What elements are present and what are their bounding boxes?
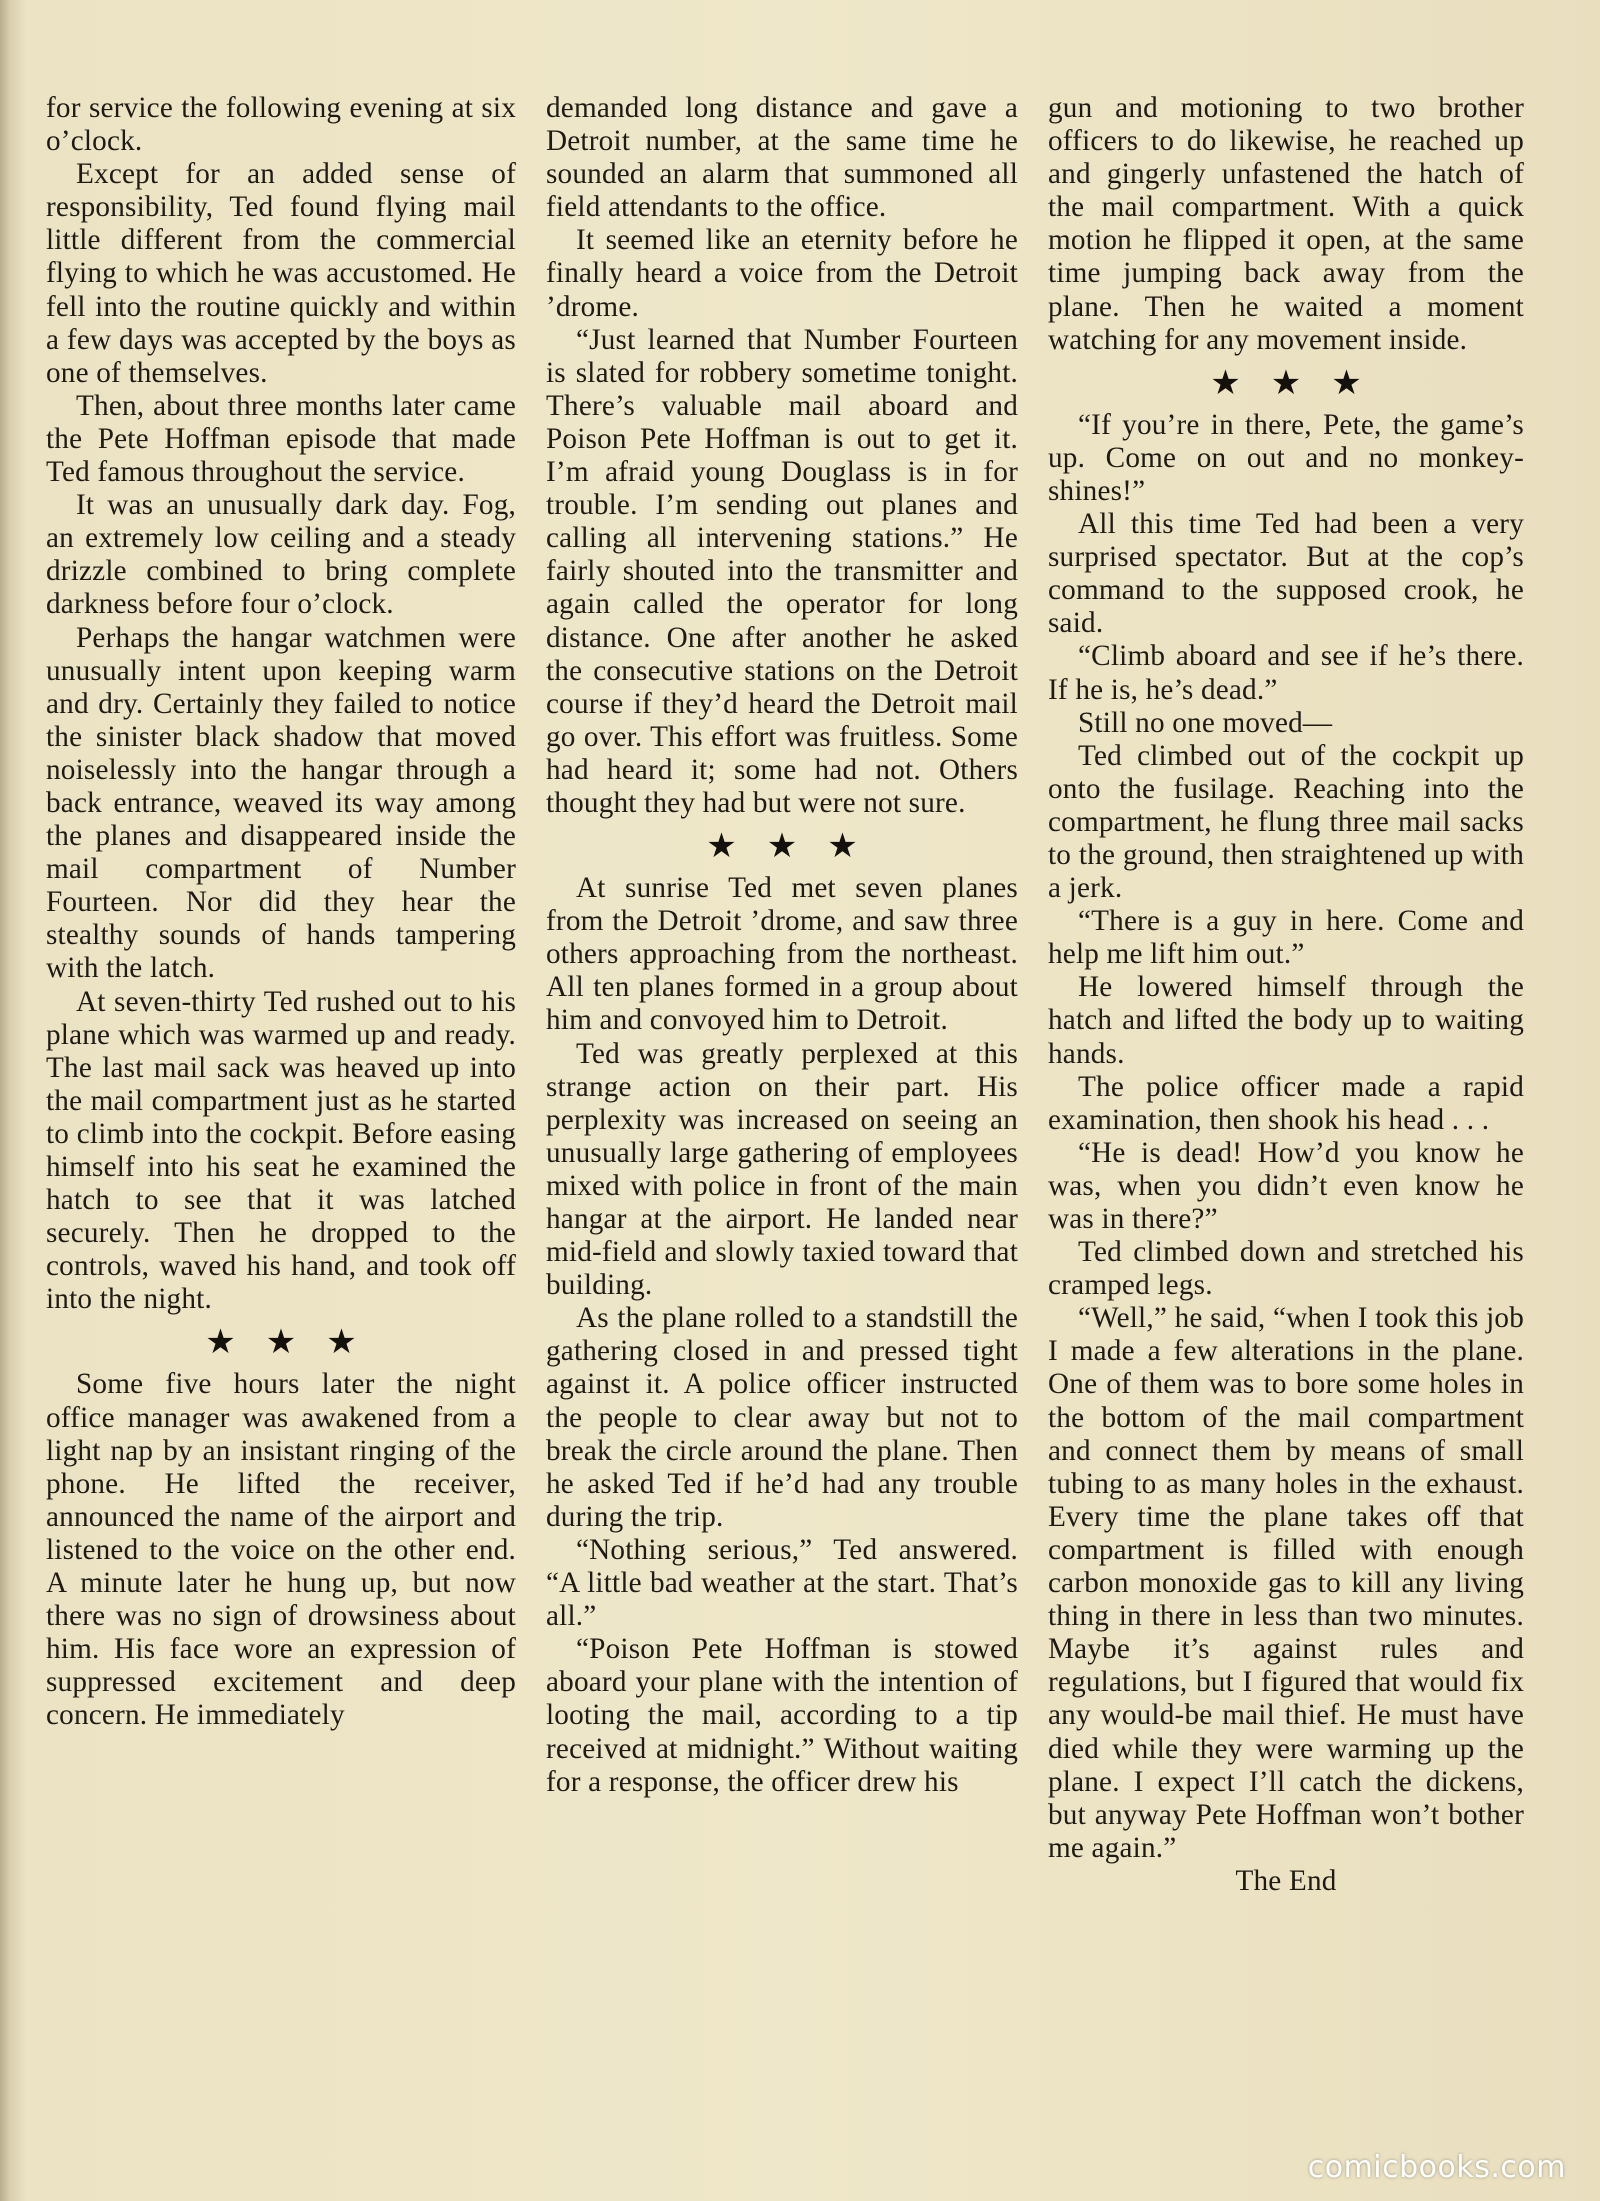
paragraph: “Poison Pete Hoffman is stowed aboard your plane with the intention of looting the mail, according to a tip received at midnight.” Without waiting for a response, the officer drew his [546, 1633, 1018, 1798]
paragraph: Ted climbed out of the cockpit up onto the fusilage. Reaching into the compartment, he flung three mail sacks to the ground, then straightened up with a jerk. [1048, 739, 1524, 905]
section-break-stars: ★★★ [706, 828, 888, 866]
paragraph: At sunrise Ted met seven planes from the Detroit ’drome, and saw three others approaching from the northeast. All ten planes formed in a group about him and convoyed him to Detroit. [546, 872, 1018, 1037]
paragraph: Ted was greatly perplexed at this strange action on their part. His perplexity was increased on seeing an unusually large gathering of employees mixed with police in front of the main hangar at the airport. He landed near mid-field and slowly taxied toward that building. [546, 1037, 1018, 1302]
paragraph: It was an unusually dark day. Fog, an extremely low ceiling and a steady drizzle combined to bring complete darkness before four o’clock. [46, 489, 516, 621]
paragraph: At seven-thirty Ted rushed out to his plane which was warmed up and ready. The last mail sack was heaved up into the mail compartment just as he started to climb into the cockpit. Before easing himself into his seat he examined the hatch to see that it was latched securely. Then he dropped to the controls, waved his hand, and took off into the night. [46, 985, 516, 1316]
paragraph: Perhaps the hangar watchmen were unusually intent upon keeping warm and dry. Certainly they failed to notice the sinister black shadow that moved noiselessly into the hangar through a back entrance, weaved its way among the planes and disappeared inside the mail compartment of Number Fourteen. Nor did they hear the stealthy sounds of hands tampering with the latch. [46, 621, 516, 985]
paragraph: As the plane rolled to a standstill the gathering closed in and pressed tight against it. A police officer instructed the people to clear away but not to break the circle around the plane. Then he asked Ted if he’d had any trouble during the trip. [546, 1302, 1018, 1533]
column-3 [1048, 92, 1524, 1898]
paragraph: “There is a guy in here. Come and help me lift him out.” [1048, 905, 1524, 971]
paragraph: Still no one moved— [1078, 706, 1333, 739]
the-end-label: The End [1235, 1864, 1337, 1897]
paragraph: “Well,” he said, “when I took this job I made a few alterations in the plane. One of them was to bore some holes in the bottom of the mail compartment and connect them by means of small tubing to as many holes in the exhaust. Every time the plane takes off that compartment is filled with enough carbon monoxide gas to kill any living thing in there in less than two minutes. Maybe it’s against rules and regulations, but I figured that would fix any would-be mail thief. He must have died while they were warming up the plane. I expect I’ll catch the dickens, but anyway Pete Hoffman won’t bother me again.” [1048, 1302, 1524, 1864]
paragraph: It seemed like an eternity before he finally heard a voice from the Detroit ’drome. [546, 224, 1018, 323]
watermark: comicbooks.com [1307, 2150, 1566, 2185]
paragraph: Then, about three months later came the Pete Hoffman episode that made Ted famous throughout the service. [46, 389, 516, 489]
column-2 [546, 92, 1018, 1799]
paragraph: “Climb aboard and see if he’s there. If he is, he’s dead.” [1048, 640, 1524, 706]
paragraph: Except for an added sense of responsibility, Ted found flying mail little different from the commercial flying to which he was accustomed. He fell into the routine quickly and within a few days was accepted by the boys as one of themselves. [46, 158, 516, 389]
paragraph: “Nothing serious,” Ted answered. “A little bad weather at the start. That’s all.” [546, 1533, 1018, 1633]
paragraph: The police officer made a rapid examination, then shook his head . . . [1048, 1070, 1524, 1136]
paragraph: “If you’re in there, Pete, the game’s up. Come on out and no monkey-shines!” [1048, 408, 1524, 507]
column-1 [46, 92, 516, 1733]
paragraph: “Just learned that Number Fourteen is slated for robbery sometime tonight. There’s valuable mail aboard and Poison Pete Hoffman is out to get it. I’m afraid young Douglass is in for trouble. I’m sending out planes and calling all intervening stations.” He fairly shouted into the transmitter and again called the operator for long distance. One after another he asked the consecutive stations on the Detroit course if they’d heard the Detroit mail go over. This effort was fruitless. Some had heard it; some had not. Others thought they had but were not sure. [546, 323, 1018, 819]
paragraph: He lowered himself through the hatch and lifted the body up to waiting hands. [1048, 971, 1524, 1070]
paragraph: “He is dead! How’d you know he was, when you didn’t even know he was in there?” [1048, 1136, 1524, 1235]
paragraph: gun and motioning to two brother officers to do likewise, he reached up and gingerly unfastened the hatch of the mail compartment. With a quick motion he flipped it open, at the same time jumping back away from the plane. Then he waited a moment watching for any movement inside. [1048, 92, 1524, 356]
paragraph: Ted climbed down and stretched his cramped legs. [1048, 1236, 1524, 1302]
paragraph: Some five hours later the night office manager was awakened from a light nap by an insistant ringing of the phone. He lifted the receiver, announced the name of the airport and listened to the voice on the other end. A minute later he hung up, but now there was no sign of drowsiness about him. His face wore an expression of suppressed excitement and deep concern. He immediately [46, 1368, 516, 1732]
section-break-stars: ★★★ [205, 1324, 387, 1362]
paragraph: for service the following evening at six o’clock. [46, 92, 516, 158]
section-break-stars: ★★★ [1210, 364, 1392, 402]
paragraph: All this time Ted had been a very surprised spectator. But at the cop’s command to the supposed crook, he said. [1048, 508, 1524, 640]
paragraph: demanded long distance and gave a Detroit number, at the same time he sounded an alarm that summoned all field attendants to the office. [546, 92, 1018, 224]
